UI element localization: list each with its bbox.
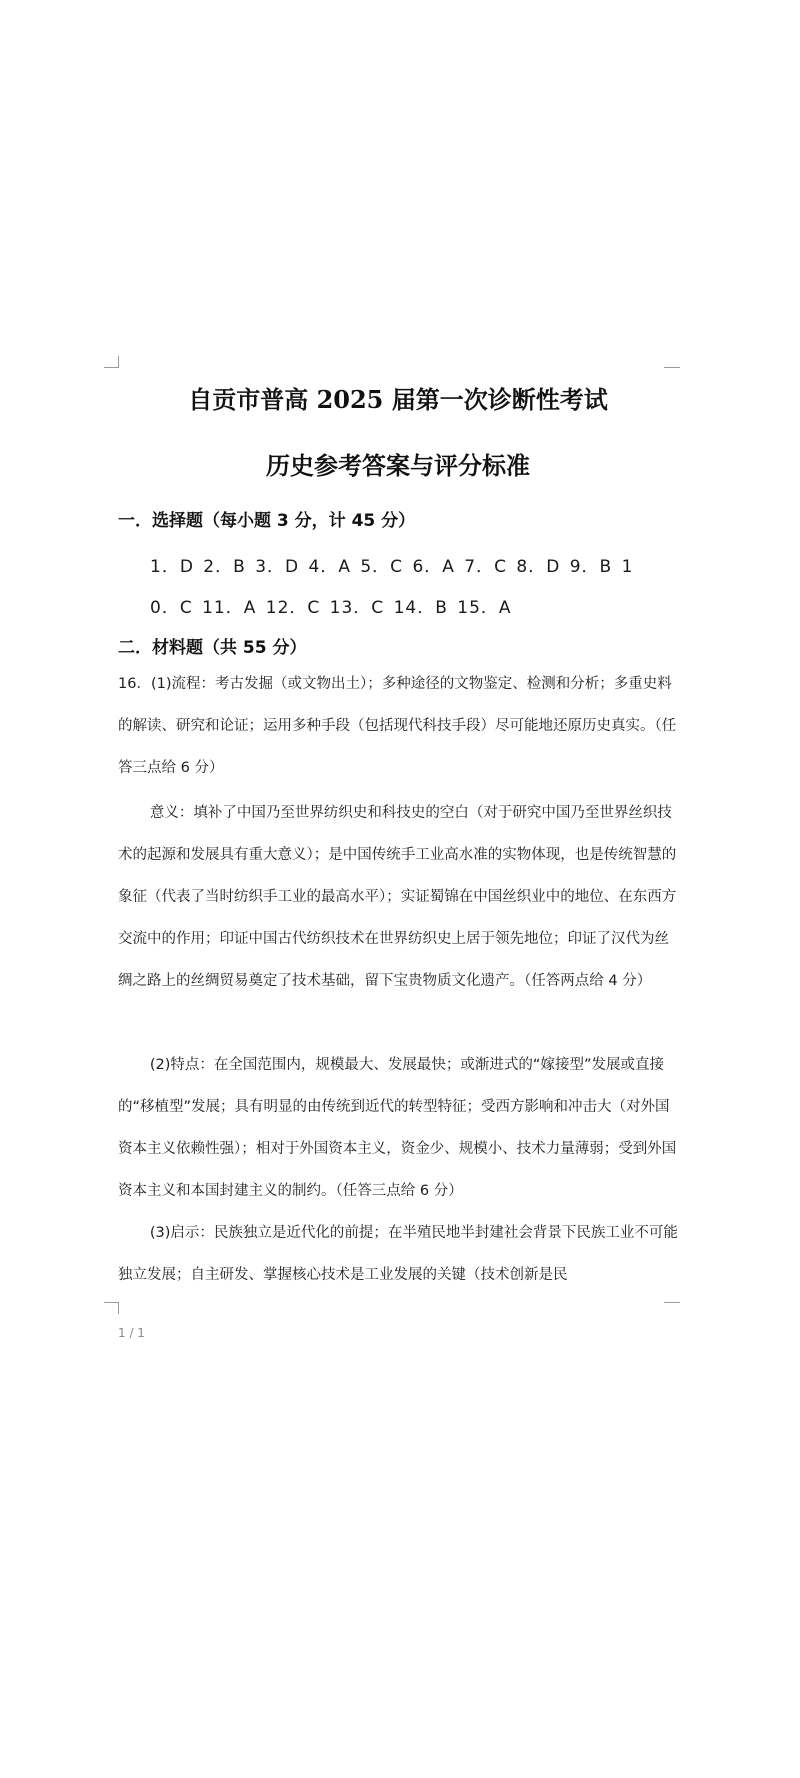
q16-part2-features: (2)特点：在全国范围内，规模最大、发展最快；或渐进式的“嫁接型”发展或直接的“移植型”发展；具有明显的由传统到近代的转型特征；受西方影响和冲击大（对外国资本主义依赖性强）；相对于外国资本主义，资金少、规模小、技术力量薄弱；受到外国资本主义和本国封建主义的制约。（任答三点给 6 分） xyxy=(118,1057,677,1199)
document-subtitle: 历史参考答案与评分标准 xyxy=(266,451,530,480)
q16-part1-significance: 意义：填补了中国乃至世界纺织史和科技史的空白（对于研究中国乃至世界丝织技术的起源和发展具有重大意义）；是中国传统手工业高水准的实物体现，也是传统智慧的象征（代表了当时纺织手工业的最高水平）；实证蜀锦在中国丝织业中的地位、在东西方交流中的作用；印证中国古代纺织技术在世界纺织史上居于领先地位；印证了汉代为丝绸之路上的丝绸贸易奠定了技术基础，留下宝贵物质文化遗产。（任答两点给 4 分） xyxy=(118,805,677,989)
crop-mark-top-right-h xyxy=(664,367,680,368)
q16-part3-inspiration: (3)启示：民族独立是近代化的前提；在半殖民地半封建社会背景下民族工业不可能独立发展；自主研发、掌握核心技术是工业发展的关键（技术创新是民 xyxy=(118,1225,678,1283)
crop-mark-bottom-left-h xyxy=(104,1302,119,1303)
q16-part1-process: 16．(1)流程：考古发掘（或文物出土）；多种途径的文物鉴定、检测和分析；多重史料的解读、研究和论证；运用多种手段（包括现代科技手段）尽可能地还原历史真实。（任答三点给 6 分） xyxy=(118,676,677,776)
answers-line-1: 1．D 2．B 3．D 4．A 5．C 6．A 7．C 8．D 9．B 1 xyxy=(150,557,634,577)
crop-mark-bottom-right-h xyxy=(664,1302,680,1303)
crop-mark-top-left-h xyxy=(104,367,119,368)
answers-line-2: 0．C 11．A 12．C 13．C 14．B 15．A xyxy=(150,598,512,618)
section-material-heading: 二．材料题（共 55 分） xyxy=(118,638,307,658)
section-multiple-choice-heading: 一．选择题（每小题 3 分，计 45 分） xyxy=(118,511,416,531)
page-number: 1 / 1 xyxy=(118,1326,145,1340)
crop-mark-bottom-left-v xyxy=(118,1302,119,1314)
exam-title: 自贡市普高 2025 届第一次诊断性考试 xyxy=(188,385,608,414)
